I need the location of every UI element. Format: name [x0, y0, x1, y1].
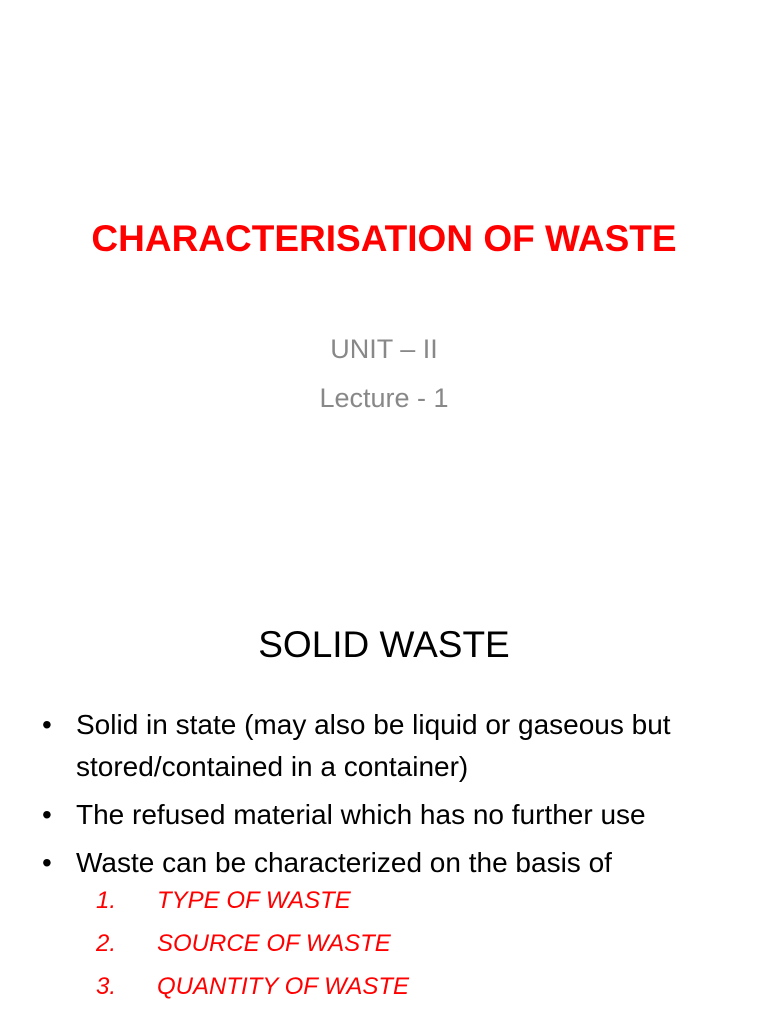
basis-item-text: SOURCE OF WASTE	[157, 930, 391, 957]
bullet-text: Solid in state (may also be liquid or gaseous but stored/contained in a container)	[76, 709, 671, 782]
basis-item-quantity	[0, 973, 768, 1016]
slide-solid-waste	[0, 576, 768, 1024]
basis-item-type	[0, 887, 768, 930]
bullet-text: The refused material which has no further use	[76, 799, 646, 830]
characterization-basis-list	[0, 887, 768, 1016]
basis-item-text: TYPE OF WASTE	[157, 887, 351, 914]
basis-item-number: 2.	[96, 930, 117, 957]
bullet-item	[0, 794, 768, 836]
basis-item-number: 1.	[96, 887, 117, 914]
bullet-item	[0, 704, 768, 788]
bullet-dot: •	[42, 847, 52, 878]
lecture-label: Lecture - 1	[319, 383, 449, 413]
solid-waste-heading: SOLID WASTE	[258, 624, 510, 665]
basis-item-source	[0, 930, 768, 973]
bullet-text: Waste can be characterized on the basis of	[76, 847, 612, 878]
bullet-list	[0, 704, 768, 890]
slide-title-heading: CHARACTERISATION OF WASTE	[91, 218, 677, 259]
basis-item-number: 3.	[96, 973, 117, 1000]
bullet-item	[0, 842, 768, 884]
bullet-dot: •	[42, 709, 52, 740]
bullet-dot: •	[42, 799, 52, 830]
unit-label: UNIT – II	[330, 334, 438, 364]
basis-item-text: QUANTITY OF WASTE	[157, 973, 410, 1000]
